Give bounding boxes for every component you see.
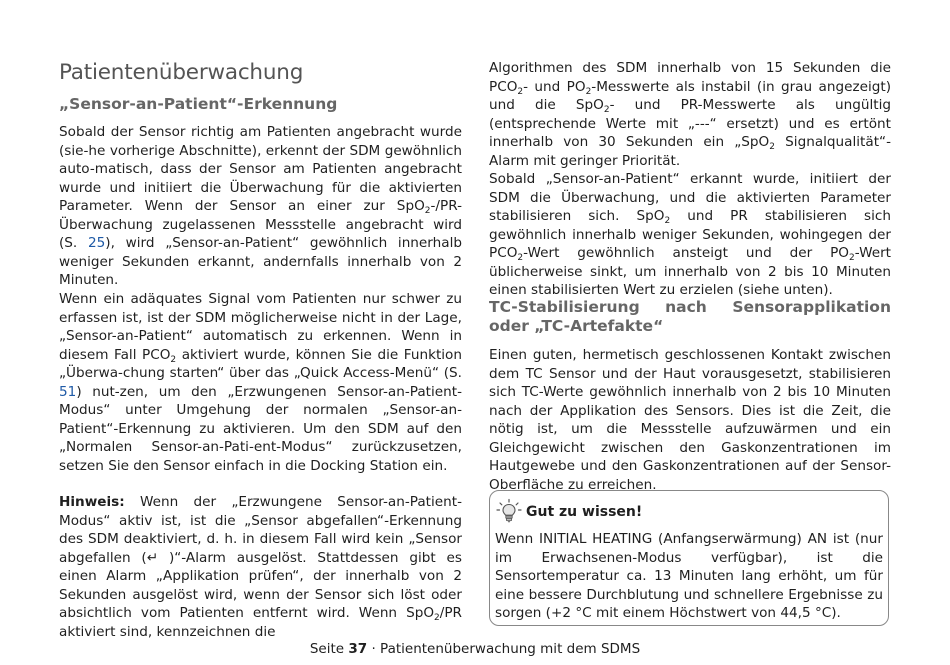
page-link-51[interactable]: 51 [59,383,77,400]
lightbulb-icon [496,498,522,524]
page-number: 37 [348,641,368,657]
tip-title: Gut zu wissen! [526,504,643,520]
page-link-25[interactable]: 25 [87,235,106,251]
paragraph-note: Hinweis: Wenn der „Erzwungene Sensor-an-Patient-Modus“ aktiv ist, ist die „Sensor abgefallen“-Erkennung des SDM deaktiviert, d. h. in diesem Fall wird kein „Sensor abgefallen (↵ )“-Alarm ausgelöst. Stattdessen gibt es einen Alarm „Applikation prüfen“, der innerhalb von 2 Sekunden ausgelöst wird, wenn der Sensor sich löst oder absichtlich vom Patienten entfernt wird. Wenn SpO$_2$/PR aktiviert sind, kennzeichnen die [59,494,462,640]
paragraph-forced-mode: Wenn ein adäquates Signal vom Patienten nur schwer zu erfassen ist, ist der SDM möglicherweise nicht in der Lage, „Sensor-an-Patient“ automatisch zu erkennen. Wenn in diesem Fall $PCO_2$ aktiviert wurde, können Sie die Funktion „Überwa-chung starten“ über das „Quick Access-Menü“ (S. 51) nut-zen, um den „Erzwungenen Sensor-an-Patient-Modus“ unter Umgehung der normalen „Sensor-an-Patient“-Erkennung zu aktivieren. Um den SDM auf den „Normalen Sensor-an-Pati-ent-Modus“ zurückzusetzen, setzen Sie den Sensor einfach in die Docking Station ein. [59,291,462,474]
footer-title: Patientenüberwachung mit dem SDMS [380,641,641,657]
section-heading-sensor-on-patient: „Sensor-an-Patient“-Erkennung [59,95,338,113]
section-heading-tc-stabilization: TC-Stabilisierung nach Sensorapplikation oder „TC-Artefakte“ [489,298,891,335]
page-title: Patientenüberwachung [59,60,304,85]
paragraph-stabilization: Sobald „Sensor-an-Patient“ erkannt wurde, initiiert der SDM die Überwachung, und die aktivierten Parameter stabilisieren sich. SpO$_2$ und PR stabilisieren sich gewöhnlich innerhalb weniger Sekunden, wohingegen der $PCO_2$-Wert gewöhnlich ansteigt und der $PO_2$-Wert üblicherweise sinkt, um innerhalb von 2 bis 10 Minuten einen stabilisierten Wert zu erzielen (siehe unten). [489,171,891,298]
paragraph-algorithms: Algorithmen des SDM innerhalb von 15 Sekunden die $PCO_2-$ und $PO_2$-Messwerte als instabil (in grau angezeigt) und die SpO$_2$- und PR-Messwerte als ungültig (entsprechende Werte mit „---“ ersetzt) und es ertönt innerhalb von 30 Sekunden ein „SpO$_2$ Signalqualität“-Alarm mit geringer Priorität. [489,60,891,169]
tip-box [489,490,889,626]
page-footer: Seite 37 · Patientenüberwachung mit dem SDMS [309,641,641,657]
tip-text: Wenn INITIAL HEATING (Anfangserwärmung) AN ist (nur im Erwachsenen-Modus verfügbar), ist die Sensortemperatur ca. 13 Minuten lang erhöht, um für eine bessere Durchblutung und schnellere Ergebnisse zu sorgen (+2 °C mit einem Höchstwert von 44,5 °C). [495,531,883,621]
note-label: Hinweis: [59,494,125,510]
paragraph-sensor-detection: Sobald der Sensor richtig am Patienten angebracht wurde (sie-he vorherige Abschnitte), erkennt der SDM gewöhnlich auto-matisch, dass der Sensor am Patienten angebracht wurde und initiiert die Überwachung für die aktivierten Parameter. Wenn der Sensor an einer zur SpO$_2$-/PR-Überwachung zugelassenen Messstelle angebracht wird (S. 25), wird „Sensor-an-Patient“ gewöhnlich innerhalb weniger Sekunden erkannt, andernfalls innerhalb von 2 Minuten. [59,124,462,288]
paragraph-tc-contact: Einen guten, hermetisch geschlossenen Kontakt zwischen dem TC Sensor und der Haut vorausgesetzt, stabilisieren sich TC-Werte gewöhnlich innerhalb von 2 bis 10 Minuten nach der Applikation des Sensors. Dies ist die Zeit, die nötig ist, um die Messstelle aufzuwärmen und ein Gleichgewicht zwischen den Gaskonzentrationen im Hautgewebe und den Gaskonzentrationen auf der Sensor-Oberfläche zu erreichen. [489,347,891,493]
